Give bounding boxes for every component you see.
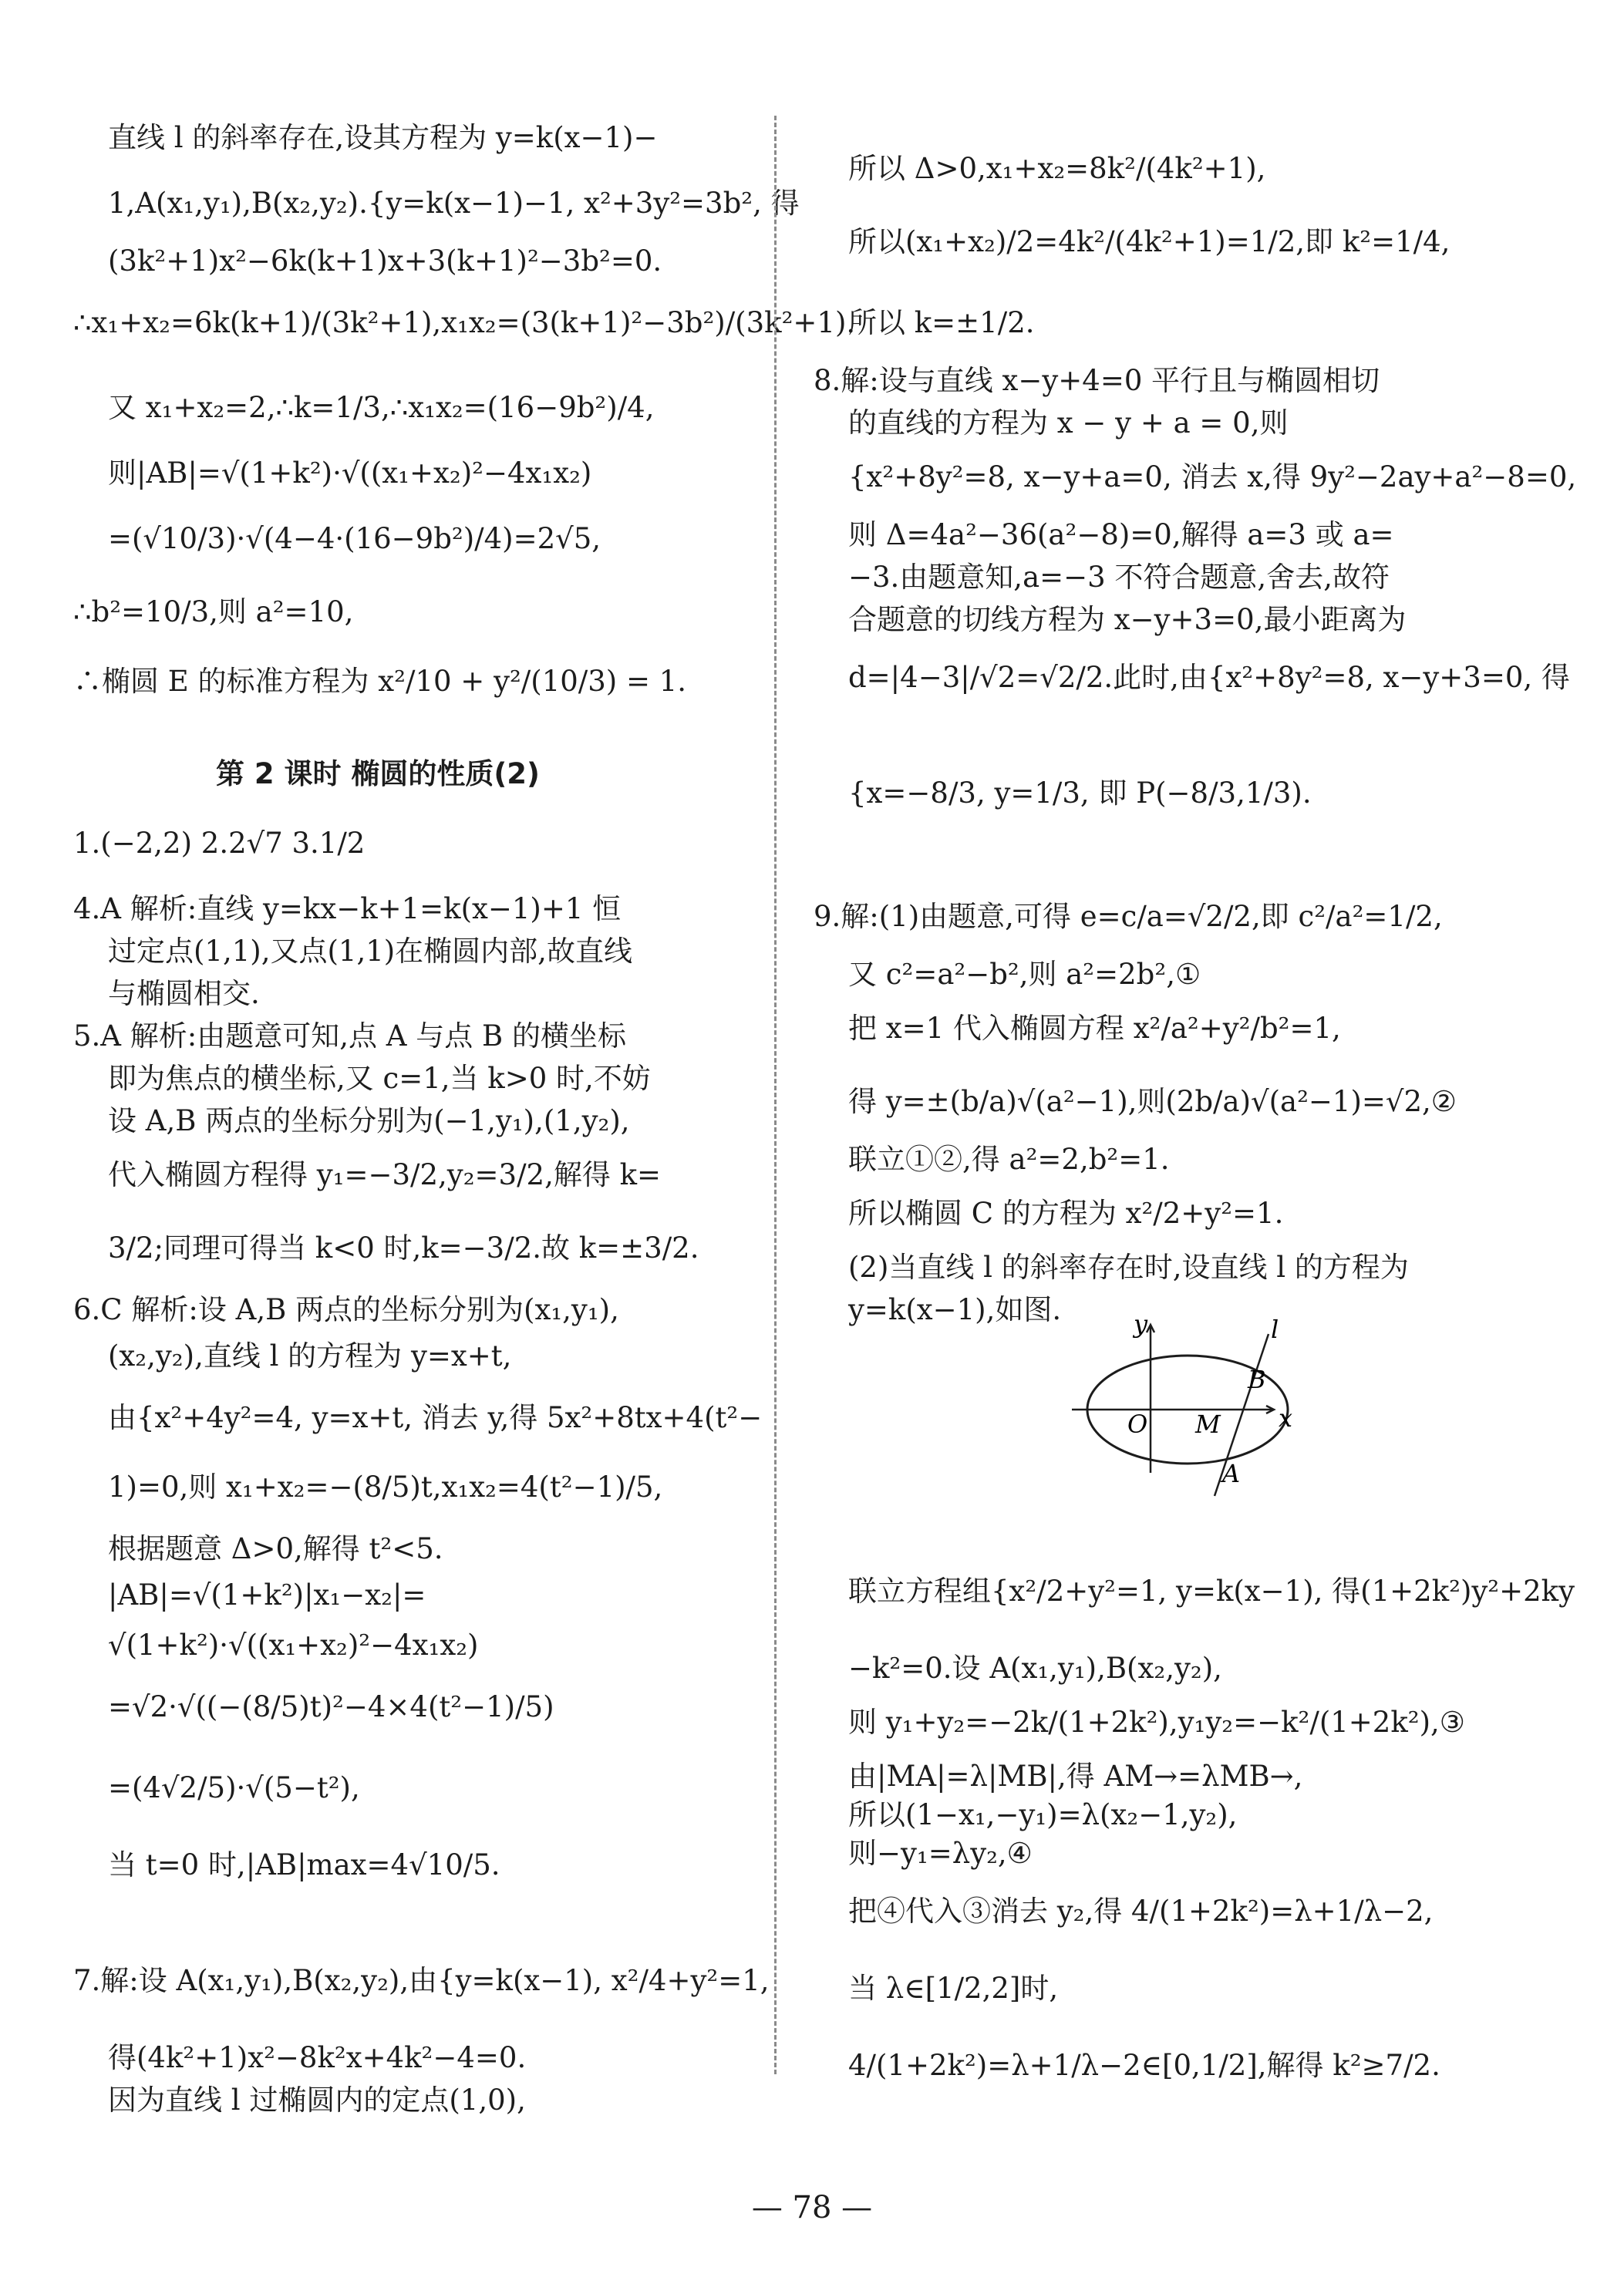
left-text-line: 则|AB|=√(1+k²)·√((x₁+x₂)²−4x₁x₂) — [108, 456, 592, 490]
right-text-line: 又 c²=a²−b²,则 a²=2b²,① — [848, 958, 1201, 991]
left-text-line: 5.A 解析:由题意可知,点 A 与点 B 的横坐标 — [73, 1019, 626, 1053]
page-number: — 78 — — [751, 2190, 873, 2225]
right-text-line: 合题意的切线方程为 x−y+3=0,最小距离为 — [848, 603, 1407, 636]
left-text-line: 又 x₁+x₂=2,∴k=1/3,∴x₁x₂=(16−9b²)/4, — [108, 391, 655, 424]
right-text-line: 把 x=1 代入椭圆方程 x²/a²+y²/b²=1, — [848, 1012, 1341, 1045]
right-text-line: 所以椭圆 C 的方程为 x²/2+y²=1. — [848, 1197, 1284, 1230]
left-text-line: ∴椭圆 E 的标准方程为 x²/10 + y²/(10/3) = 1. — [73, 665, 687, 698]
label-M: M — [1195, 1410, 1221, 1439]
left-text-line: 4.A 解析:直线 y=kx−k+1=k(x−1)+1 恒 — [73, 892, 622, 925]
left-text-line: 当 t=0 时,|AB|max=4√10/5. — [108, 1848, 500, 1881]
left-text-line: 由{x²+4y²=4, y=x+t, 消去 y,得 5x²+8tx+4(t²− — [108, 1401, 763, 1434]
left-text-line: =(√10/3)·√(4−4·(16−9b²)/4)=2√5, — [108, 522, 601, 555]
right-text-line: (2)当直线 l 的斜率存在时,设直线 l 的方程为 — [848, 1251, 1409, 1284]
left-text-line: 过定点(1,1),又点(1,1)在椭圆内部,故直线 — [108, 935, 632, 968]
label-y: y — [1134, 1311, 1148, 1339]
label-B: B — [1248, 1365, 1266, 1394]
label-A: A — [1222, 1459, 1241, 1488]
label-O: O — [1127, 1410, 1148, 1439]
label-l: l — [1271, 1315, 1279, 1344]
left-text-line: =(4√2/5)·√(5−t²), — [108, 1771, 360, 1804]
left-text-line: (3k²+1)x²−6k(k+1)x+3(k+1)²−3b²=0. — [108, 244, 662, 278]
left-text-line: 得(4k²+1)x²−8k²x+4k²−4=0. — [108, 2041, 527, 2074]
left-text-line: ∴x₁+x₂=6k(k+1)/(3k²+1),x₁x₂=(3(k+1)²−3b²)/(3k²+1). — [73, 306, 856, 339]
right-text-line: 所以(1−x₁,−y₁)=λ(x₂−1,y₂), — [848, 1798, 1238, 1831]
label-x: x — [1279, 1403, 1293, 1433]
right-text-line: 则−y₁=λy₂,④ — [848, 1837, 1033, 1870]
left-text-line: 与椭圆相交. — [108, 977, 260, 1010]
left-text-line: 3/2;同理可得当 k<0 时,k=−3/2.故 k=±3/2. — [108, 1231, 699, 1265]
left-text-line: 设 A,B 两点的坐标分别为(−1,y₁),(1,y₂), — [108, 1104, 630, 1137]
left-text-line: 1.(−2,2) 2.2√7 3.1/2 — [73, 827, 366, 860]
left-text-line: |AB|=√(1+k²)|x₁−x₂|= — [108, 1578, 426, 1612]
left-text-line: 即为焦点的横坐标,又 c=1,当 k>0 时,不妨 — [108, 1062, 651, 1095]
right-text-line: 把④代入③消去 y₂,得 4/(1+2k²)=λ+1/λ−2, — [848, 1895, 1434, 1928]
left-text-line: 1,A(x₁,y₁),B(x₂,y₂).{y=k(x−1)−1, x²+3y²=3b², 得 — [108, 187, 800, 220]
right-text-line: 的直线的方程为 x − y + a = 0,则 — [848, 406, 1289, 440]
right-text-line: d=|4−3|/√2=√2/2.此时,由{x²+8y²=8, x−y+3=0, 得 — [848, 661, 1570, 694]
right-text-line: 由|MA|=λ|MB|,得 AM→=λMB→, — [848, 1760, 1303, 1793]
left-text-line: (x₂,y₂),直线 l 的方程为 y=x+t, — [108, 1339, 512, 1373]
right-text-line: 联立①②,得 a²=2,b²=1. — [848, 1143, 1170, 1176]
right-text-line: 则 Δ=4a²−36(a²−8)=0,解得 a=3 或 a= — [848, 518, 1394, 551]
left-text-line: 代入椭圆方程得 y₁=−3/2,y₂=3/2,解得 k= — [108, 1158, 662, 1191]
ellipse-figure — [1064, 1311, 1311, 1504]
right-text-line: 所以 k=±1/2. — [848, 306, 1035, 339]
right-text-line: y=k(x−1),如图. — [848, 1293, 1062, 1326]
right-text-line: {x=−8/3, y=1/3, 即 P(−8/3,1/3). — [848, 776, 1312, 810]
left-text-line: 因为直线 l 过椭圆内的定点(1,0), — [108, 2084, 526, 2117]
left-text-line: 7.解:设 A(x₁,y₁),B(x₂,y₂),由{y=k(x−1), x²/4+y²=1, — [73, 1964, 770, 1997]
right-text-line: 4/(1+2k²)=λ+1/λ−2∈[0,1/2],解得 k²≥7/2. — [848, 2049, 1440, 2082]
right-text-line: −k²=0.设 A(x₁,y₁),B(x₂,y₂), — [848, 1652, 1222, 1685]
right-text-line: 所以 Δ>0,x₁+x₂=8k²/(4k²+1), — [848, 152, 1266, 185]
right-text-line: 9.解:(1)由题意,可得 e=c/a=√2/2,即 c²/a²=1/2, — [814, 900, 1443, 933]
left-text-line: √(1+k²)·√((x₁+x₂)²−4x₁x₂) — [108, 1629, 479, 1662]
right-text-line: 联立方程组{x²/2+y²=1, y=k(x−1), 得(1+2k²)y²+2ky — [848, 1575, 1575, 1608]
right-text-line: 当 λ∈[1/2,2]时, — [848, 1972, 1059, 2005]
right-text-line: {x²+8y²=8, x−y+a=0, 消去 x,得 9y²−2ay+a²−8=0, — [848, 460, 1577, 494]
right-text-line: 8.解:设与直线 x−y+4=0 平行且与椭圆相切 — [814, 364, 1380, 397]
column-divider — [774, 116, 777, 2074]
right-text-line: 所以(x₁+x₂)/2=4k²/(4k²+1)=1/2,即 k²=1/4, — [848, 225, 1450, 258]
left-text-line: ∴b²=10/3,则 a²=10, — [73, 595, 354, 628]
left-text-line: 直线 l 的斜率存在,设其方程为 y=k(x−1)− — [108, 121, 658, 154]
left-text-line: 根据题意 Δ>0,解得 t²<5. — [108, 1532, 443, 1565]
left-text-line: 1)=0,则 x₁+x₂=−(8/5)t,x₁x₂=4(t²−1)/5, — [108, 1470, 663, 1504]
right-text-line: 则 y₁+y₂=−2k/(1+2k²),y₁y₂=−k²/(1+2k²),③ — [848, 1706, 1465, 1739]
left-text-line: 第 2 课时 椭圆的性质(2) — [216, 757, 540, 790]
right-text-line: 得 y=±(b/a)√(a²−1),则(2b/a)√(a²−1)=√2,② — [848, 1085, 1457, 1118]
left-text-line: =√2·√((−(8/5)t)²−4×4(t²−1)/5) — [108, 1690, 554, 1723]
right-text-line: −3.由题意知,a=−3 不符合题意,舍去,故符 — [848, 561, 1390, 594]
left-text-line: 6.C 解析:设 A,B 两点的坐标分别为(x₁,y₁), — [73, 1293, 619, 1326]
